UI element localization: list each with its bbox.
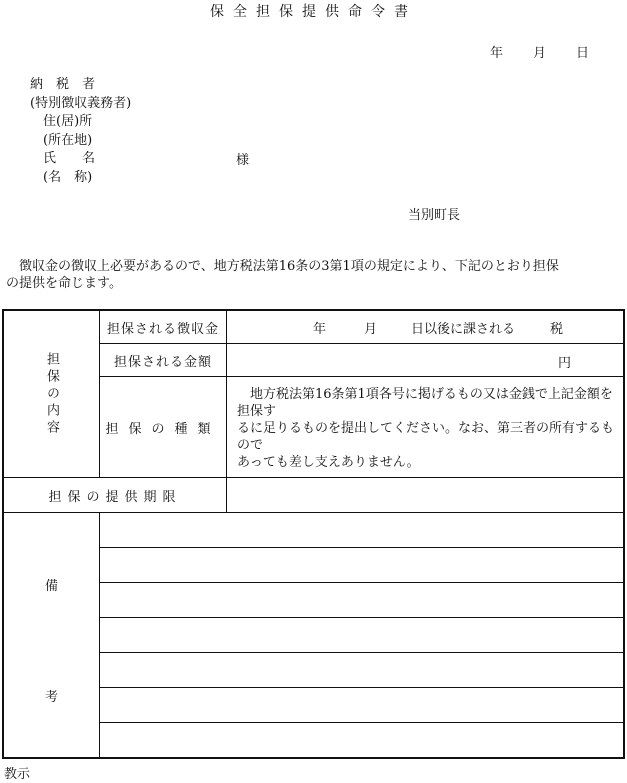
addressee-block xyxy=(30,76,131,187)
addressee-line: 住(居)所 xyxy=(30,114,93,129)
remarks-label-bottom: 考 xyxy=(44,690,58,705)
label-secured-amount: 担保される金額 xyxy=(100,344,227,377)
collateral-type-text xyxy=(227,378,623,477)
issuer-name: 当別町長 xyxy=(408,208,461,223)
row-deadline xyxy=(3,478,624,513)
body-line: の提供を命じます。 xyxy=(6,276,122,291)
collateral-line: るに足りるものを提出してください。なお、第三者の所有するもので xyxy=(237,420,615,453)
addressee-line: (特別徴収義務者) xyxy=(30,95,132,111)
addressee-line: 氏 名 xyxy=(30,151,96,166)
collateral-line: 地方税法第16条第1項各号に掲げるもの又は金銭で上記金額を担保す xyxy=(237,386,613,419)
date-year: 年 xyxy=(490,46,504,61)
remarks-line[interactable] xyxy=(100,688,625,723)
deadline-field[interactable] xyxy=(227,478,625,513)
label-deadline: 担保の提供期限 xyxy=(3,478,227,513)
honorific: 様 xyxy=(236,153,250,168)
addressee-line: (名 称) xyxy=(30,169,93,185)
document-title: 保全担保提供命令書 xyxy=(210,4,417,20)
secured-tax-year: 年 xyxy=(313,321,327,337)
yen-unit: 円 xyxy=(557,356,571,371)
secured-tax-day: 日以後に課される xyxy=(411,321,516,337)
body-line: 徴収金の徴収上必要があるので、地方税法第16条の3第1項の規定により、下記のとおり担保 xyxy=(6,259,559,274)
remarks-line[interactable] xyxy=(100,548,625,583)
date-line xyxy=(490,42,589,61)
addressee-line: (所在地) xyxy=(30,132,93,148)
secured-tax-month: 月 xyxy=(364,321,378,337)
label-secured-tax: 担保される徴収金 xyxy=(100,310,227,344)
collateral-type-cell xyxy=(227,377,625,478)
row-secured-tax xyxy=(3,310,624,344)
label-collateral-type: 担保の種類 xyxy=(100,377,227,478)
collateral-form-table xyxy=(2,309,625,759)
remarks-line[interactable] xyxy=(100,513,625,548)
date-month: 月 xyxy=(533,46,547,61)
remarks-label-cell xyxy=(3,513,100,759)
remarks-label-top: 備 xyxy=(44,579,58,594)
remarks-line[interactable] xyxy=(100,723,625,759)
secured-tax-suffix: 税 xyxy=(549,321,563,337)
secured-tax-field[interactable] xyxy=(227,310,625,344)
instruction-label: 教示 xyxy=(4,767,31,782)
group-label: 担保の内容 xyxy=(44,351,59,437)
remarks-row xyxy=(3,513,624,548)
addressee-line: 納 税 者 xyxy=(30,77,96,92)
secured-amount-field[interactable] xyxy=(227,344,625,377)
body-paragraph xyxy=(6,258,621,292)
collateral-line: あっても差し支えありません。 xyxy=(237,454,420,470)
remarks-line[interactable] xyxy=(100,618,625,653)
group-label-cell xyxy=(3,310,100,478)
remarks-line[interactable] xyxy=(100,583,625,618)
date-day: 日 xyxy=(576,46,590,61)
remarks-line[interactable] xyxy=(100,653,625,688)
